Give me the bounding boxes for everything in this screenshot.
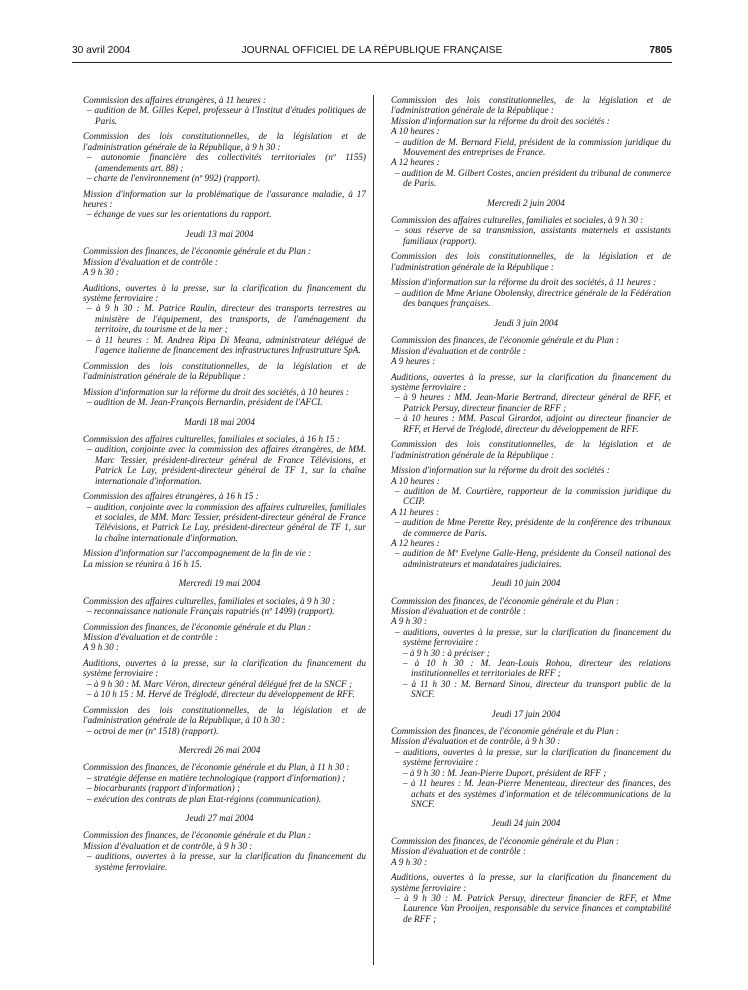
paragraph: Mission d'évaluation et de contrôle :	[391, 345, 526, 356]
paragraph: Commission des finances, de l'économie générale et du Plan :	[391, 595, 620, 606]
date-heading: Jeudi 10 juin 2004	[491, 578, 561, 589]
paragraph: Commission des finances, de l'économie générale et du Plan :	[391, 726, 620, 737]
paragraph: Commission des finances, de l'économie générale et du Plan :	[83, 621, 312, 632]
paragraph: Commission des finances, de l'économie générale et du Plan :	[83, 246, 312, 257]
agenda-subitem: – à 9 h 30 : M. Jean-Pierre Duport, président de RFF ;	[403, 767, 607, 778]
agenda-item: – à 10 heures : MM. Pascal Girardot, adjoint au directeur financier de RFF, et Hervé de Tréglodé, directeur du développement de RFF.	[395, 413, 671, 434]
paragraph: Mission d'information sur la réforme du droit des sociétés :	[391, 115, 610, 126]
paragraph: Mission d'évaluation et de contrôle :	[391, 606, 526, 616]
paragraph: Commission des lois constitutionnelles, de la législation et de l'administration générale de la République, à 10 h 30 :	[83, 704, 366, 726]
agenda-item: – audition de M. Bernard Field, président de la commission juridique du Mouvement des entreprises de France.	[395, 136, 671, 158]
date-heading: Jeudi 13 mai 2004	[185, 228, 254, 239]
agenda-item: – audition, conjointe avec la commission des affaires étrangères, de MM. Marc Tessier, président-directeur général de France Télévisions, et Patrick Le Lay, président-directeur général de TF 1, sur la chaîne internationale d'information.	[87, 444, 366, 486]
agenda-item: – audition de M. Courtière, rapporteur de la commission juridique du CCIP.	[395, 485, 671, 507]
paragraph: Auditions, ouvertes à la presse, sur la clarification du financement du système ferroviaire :	[391, 371, 671, 392]
agenda-item: – à 9 h 30 : M. Patrice Raulin, directeur des transports terrestres au ministère de l'équipement, des transports, de l'aménagement du territoire, du tourisme et de la mer ;	[87, 303, 366, 335]
paragraph: Commission des finances, de l'économie générale et du Plan :	[391, 335, 620, 346]
right-column	[381, 95, 671, 924]
agenda-item: – sous réserve de sa transmission, assistants maternels et assistants familiaux (rapport).	[395, 225, 671, 246]
agenda-item: – biocarburants (rapport d'information) ;	[87, 783, 241, 794]
paragraph: La mission se réunira à 16 h 15.	[83, 558, 202, 569]
paragraph: A 9 h 30 :	[83, 267, 120, 278]
agenda-item: – audition de M. Gilles Kepel, professeur à l'Institut d'études politiques de Paris.	[87, 105, 366, 126]
header-page-number: 7805	[649, 45, 672, 56]
agenda-item: – audition de M. Jean-François Bernardin, président de l'AFCI.	[87, 397, 323, 408]
agenda-item: – à 9 h 30 : M. Patrick Persuy, directeur financier de RFF, et Mme Laurence Van Prooijen, responsable du service finances et comptabilité de RFF ;	[395, 892, 671, 924]
header-journal-title: JOURNAL OFFICIEL DE LA RÉPUBLIQUE FRANÇAISE	[241, 45, 503, 56]
agenda-item: – autonomie financière des collectivités territoriales (nº 1155) (amendements art. 88) ;	[87, 152, 366, 173]
paragraph: Commission des lois constitutionnelles, de la législation et de l'administration générale de la République :	[391, 95, 671, 116]
paragraph: A 12 heures :	[391, 157, 440, 168]
agenda-item: – à 10 h 15 : M. Hervé de Tréglodé, directeur du développement de RFF.	[87, 689, 355, 700]
paragraph: A 9 heures :	[391, 355, 436, 366]
agenda-item: – audition de M. Gilbert Costes, ancien président du tribunal de commerce de Paris.	[395, 167, 672, 189]
paragraph: A 9 h 30 :	[391, 616, 428, 627]
agenda-item: – exécution des contrats de plan Etat-régions (communication).	[87, 793, 322, 804]
agenda-item: – audition, conjointe avec la commission des affaires culturelles, familiales et sociales, de MM. Marc Tessier, président-directeur général de France Télévisions, et Patrick Le Lay, président-directeur général de TF 1, sur la chaîne internationale d'information.	[87, 501, 366, 543]
date-heading: Jeudi 17 juin 2004	[491, 708, 561, 719]
paragraph: Auditions, ouvertes à la presse, sur la clarification du financement du système ferroviaire :	[391, 872, 671, 893]
agenda-item: – à 11 heures : M. Andrea Ripa Di Meana, administrateur délégué de l'agence italienne de financement des infrastructures Infrastrutture SpA.	[87, 334, 366, 356]
paragraph: A 9 h 30 :	[83, 642, 120, 653]
agenda-subitem: – à 10 h 30 : M. Jean-Louis Rohou, directeur des relations institutionnelles et territoriales de RFF ;	[403, 658, 671, 679]
paragraph: A 12 heures :	[391, 537, 440, 548]
agenda-item: – auditions, ouvertes à la presse, sur la clarification du financement du système ferroviaire :	[395, 746, 671, 768]
date-heading: Mercredi 19 mai 2004	[178, 578, 261, 589]
date-heading: Mercredi 26 mai 2004	[178, 745, 261, 755]
paragraph: Mission d'évaluation et de contrôle, à 9 h 30 :	[391, 736, 561, 747]
column-divider	[373, 95, 374, 965]
agenda-item: – audition de Mº Evelyne Galle-Heng, présidente du Conseil national des administrateurs et mandataires judiciaires.	[395, 548, 671, 569]
agenda-item: – échange de vues sur les orientations du rapport.	[87, 209, 272, 220]
date-heading: Jeudi 3 juin 2004	[493, 317, 559, 328]
paragraph: Commission des lois constitutionnelles, de la législation et de l'administration générale de la République :	[83, 360, 366, 382]
date-heading: Jeudi 27 mai 2004	[185, 813, 254, 824]
paragraph: Commission des lois constitutionnelles, de la législation et de l'administration générale de la République, à 9 h 30 :	[83, 131, 366, 152]
paragraph: Mission d'information sur la réforme du droit des sociétés, à 10 heures :	[83, 386, 349, 397]
paragraph: Auditions, ouvertes à la presse, sur la clarification du financement du système ferroviaire :	[83, 282, 366, 304]
agenda-item: – octroi de mer (nº 1518) (rapport).	[87, 725, 219, 736]
paragraph: A 11 heures :	[391, 506, 440, 517]
paragraph: Commission des finances, de l'économie générale et du Plan :	[83, 830, 312, 841]
paragraph: Mission d'information sur la problématique de l'assurance maladie, à 17 heures :	[83, 188, 366, 210]
agenda-item: – à 9 heures : MM. Jean-Marie Bertrand, directeur général de RFF, et Patrick Persuy, directeur financier de RFF ;	[395, 392, 671, 413]
paragraph: Commission des affaires culturelles, familiales et sociales, à 9 h 30 :	[391, 215, 644, 226]
paragraph: A 10 heures :	[391, 126, 440, 137]
date-heading: Mardi 18 mai 2004	[184, 416, 255, 427]
header-rule	[72, 62, 672, 63]
agenda-subitem: – à 9 h 30 : à préciser ;	[403, 647, 490, 658]
paragraph: Mission d'information sur l'accompagnement de la fin de vie :	[83, 548, 312, 559]
paragraph: A 9 h 30 :	[391, 856, 428, 867]
paragraph: Commission des affaires culturelles, familiales et sociales, à 9 h 30 :	[83, 595, 336, 606]
paragraph: Mission d'évaluation et de contrôle :	[83, 256, 218, 267]
agenda-item: – charte de l'environnement (nº 992) (rapport).	[87, 173, 261, 184]
paragraph: Commission des affaires étrangères, à 16 h 15 :	[83, 491, 259, 502]
paragraph: Mission d'évaluation et de contrôle :	[391, 846, 526, 857]
agenda-item: – reconnaissance nationale Français rapatriés (nº 1499) (rapport).	[87, 605, 335, 616]
agenda-item: – audition de Mme Perette Rey, présidente de la conférence des tribunaux de commerce de Paris.	[395, 517, 671, 538]
agenda-subitem: – à 11 h 30 : M. Bernard Sinou, directeur du transport public de la SNCF.	[403, 678, 671, 700]
paragraph: Commission des affaires étrangères, à 11 heures :	[83, 95, 267, 105]
header-date: 30 avril 2004	[72, 45, 131, 56]
paragraph: Mission d'information sur la réforme du droit des sociétés, à 11 heures :	[391, 277, 657, 288]
agenda-subitem: – à 11 heures : M. Jean-Pierre Menenteau, directeur des finances, des achats et des systèmes d'information et de télécommunications de la SNCF.	[403, 778, 671, 809]
agenda-item: – auditions, ouvertes à la presse, sur la clarification du financement du système ferroviaire :	[395, 626, 671, 648]
agenda-item: – à 9 h 30 : M. Marc Véron, directeur général délégué fret de la SNCF ;	[87, 678, 353, 689]
agenda-item: – audition de Mme Ariane Obolensky, directrice générale de la Fédération des banques françaises.	[395, 287, 671, 309]
paragraph: Commission des lois constitutionnelles, de la législation et de l'administration générale de la République :	[391, 439, 671, 460]
paragraph: Commission des affaires culturelles, familiales et sociales, à 16 h 15 :	[83, 433, 340, 444]
paragraph: Mission d'évaluation et de contrôle, à 9 h 30 :	[83, 840, 253, 851]
paragraph: Commission des finances, de l'économie générale et du Plan, à 11 h 30 :	[83, 762, 350, 773]
agenda-item: – stratégie défense en matière technologique (rapport d'information) ;	[87, 772, 346, 783]
paragraph: A 10 heures :	[391, 475, 440, 486]
left-column	[73, 95, 366, 872]
date-heading: Jeudi 24 juin 2004	[491, 818, 561, 829]
page-header	[72, 45, 672, 61]
paragraph: Mission d'information sur la réforme du droit des sociétés :	[391, 465, 610, 476]
paragraph: Mission d'évaluation et de contrôle :	[83, 631, 218, 642]
paragraph: Auditions, ouvertes à la presse, sur la clarification du financement du système ferroviaire :	[83, 657, 366, 679]
date-heading: Mercredi 2 juin 2004	[487, 197, 565, 208]
paragraph: Commission des finances, de l'économie générale et du Plan :	[391, 835, 620, 846]
paragraph: Commission des lois constitutionnelles, de la législation et de l'administration générale de la République :	[391, 251, 671, 272]
agenda-item: – auditions, ouvertes à la presse, sur la clarification du financement du système ferroviaire.	[87, 851, 366, 872]
